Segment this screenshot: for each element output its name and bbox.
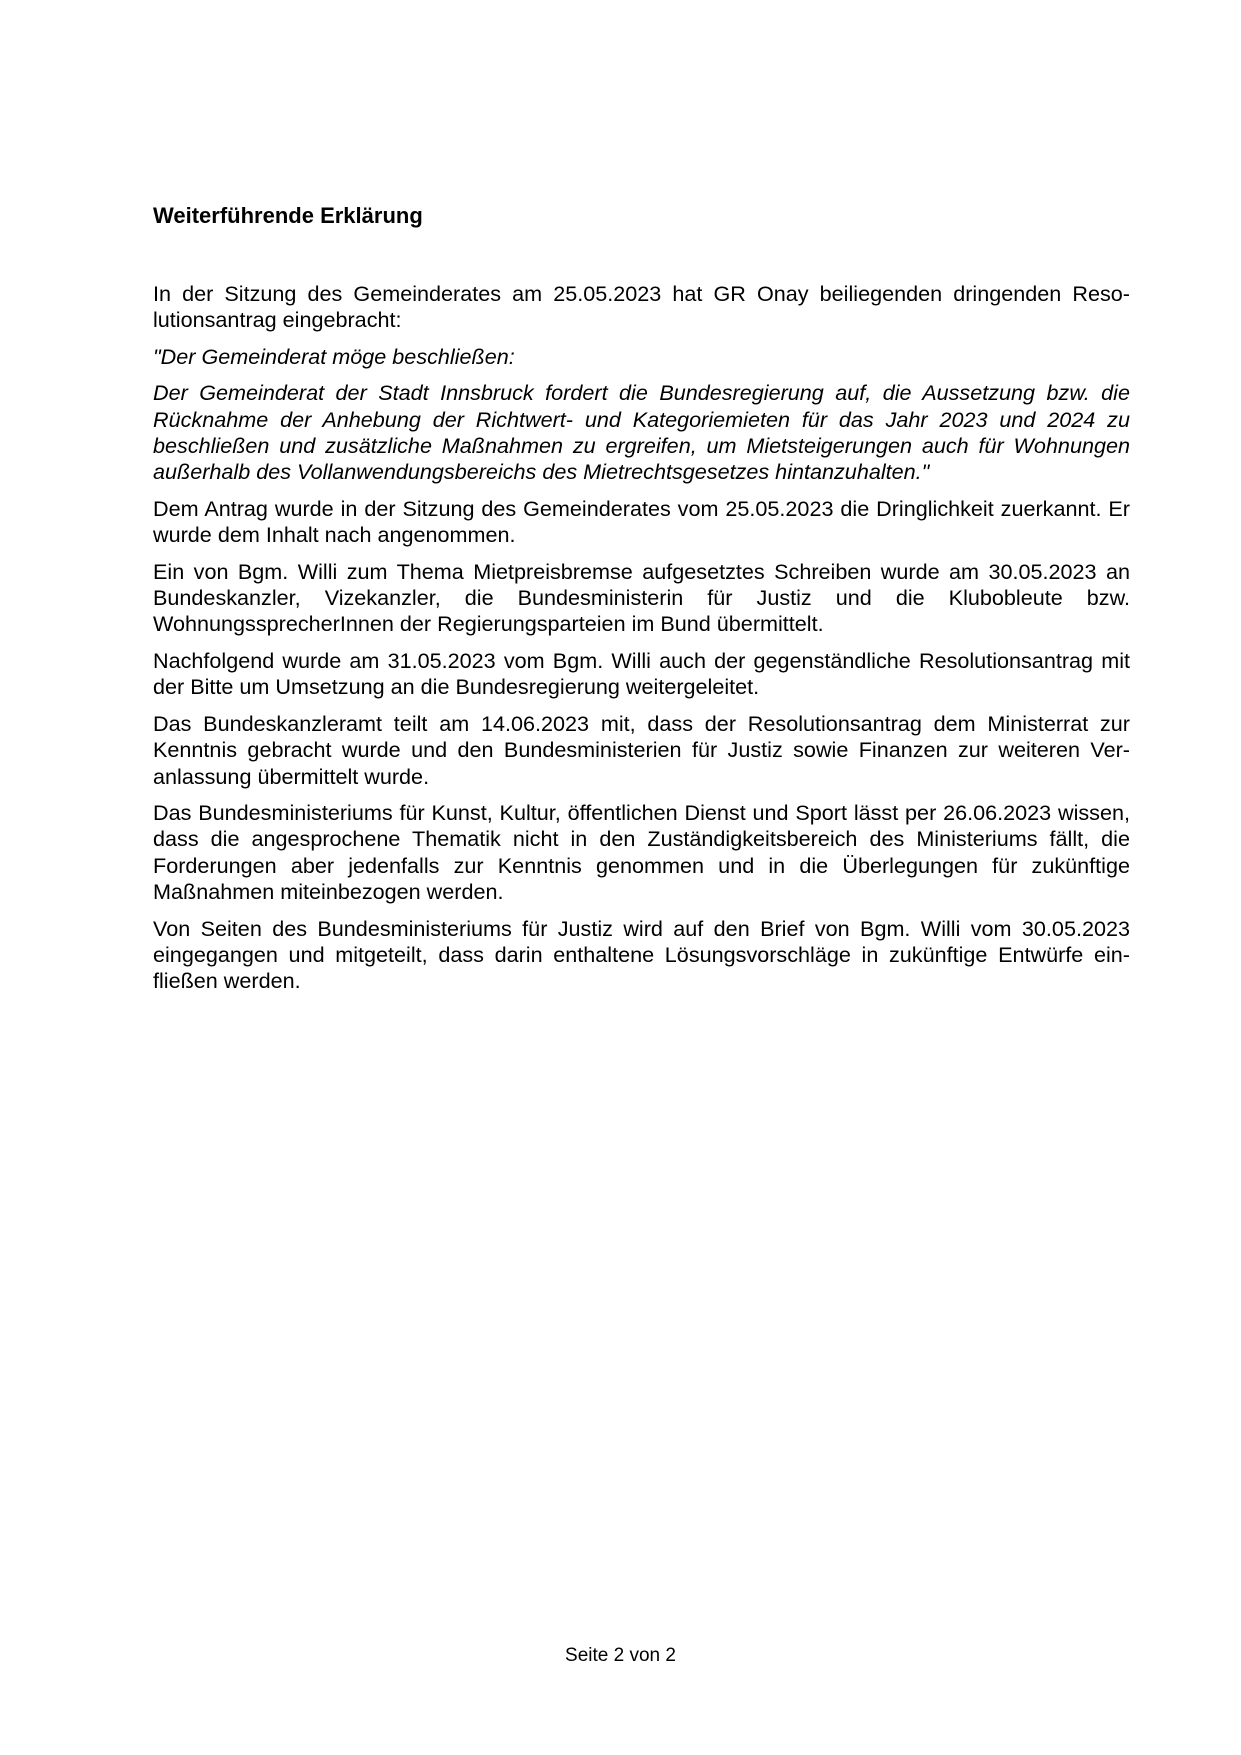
paragraph-forwarded: Nachfolgend wurde am 31.05.2023 vom Bgm. Willi auch der gegenständliche Resolutionsantrag mit der Bitte um Umsetzung an die Bundesregierung weitergeleitet. [153, 647, 1130, 700]
paragraph-arts-ministry-reply: Das Bundesministeriums für Kunst, Kultur, öffentlichen Dienst und Sport lässt per 26.06.2023 wissen, dass die angesprochene Thematik nicht in den Zuständigkeitsbereich des Ministeriums fällt, die Forderungen aber jedenfalls zur Kenntnis genommen und in die Überlegungen für zukünftige Maßnahmen miteinbezogen werden. [153, 799, 1130, 905]
paragraph-letter-sent: Ein von Bgm. Willi zum Thema Mietpreisbremse aufgesetztes Schreiben wurde am 30.05.2023 an Bundeskanzler, Vizekanzler, die Bundesministerin für Justiz und die Klubobleute bzw. WohnungssprecherInnen der Regierungsparteien im Bund übermittelt. [153, 558, 1130, 637]
paragraph-justice-ministry-reply: Von Seiten des Bundesministeriums für Justiz wird auf den Brief von Bgm. Willi vom 30.05.2023 eingegangen und mitgeteilt, dass darin enthaltene Lösungsvorschläge in zukünftige Entwürfe einfließen werden. [153, 915, 1130, 994]
page-number-footer: Seite 2 von 2 [565, 1645, 676, 1666]
paragraph-session-intro: In der Sitzung des Gemeinderates am 25.05.2023 hat GR Onay beiliegenden dringenden Resolutionsantrag eingebracht: [153, 281, 1130, 333]
paragraph-motion-text: Der Gemeinderat der Stadt Innsbruck fordert die Bundesregierung auf, die Aussetzung bzw. die Rücknahme der Anhebung der Richtwert- und Kategoriemieten für das Jahr 2023 und 2024 zu beschließen und zusätzliche Maßnahmen zu ergreifen, um Mietsteigerungen auch für Wohnungen außerhalb des Vollanwendungsbereichs des Mietrechtsgesetzes hintanzuhalten." [153, 380, 1130, 485]
paragraph-chancellery-reply: Das Bundeskanzleramt teilt am 14.06.2023 mit, dass der Resolutionsantrag dem Ministerrat zur Kenntnis gebracht wurde und den Bundesministerien für Justiz sowie Finanzen zur weiteren Veranlassung übermittelt wurde. [153, 710, 1130, 789]
document-body [153, 202, 1130, 1005]
paragraph-motion-opening: "Der Gemeinderat möge beschließen: [153, 343, 515, 369]
paragraph-urgency: Dem Antrag wurde in der Sitzung des Gemeinderates vom 25.05.2023 die Dringlichkeit zuerkannt. Er wurde dem Inhalt nach angenommen. [153, 495, 1130, 548]
section-heading: Weiterführende Erklärung [153, 203, 423, 228]
